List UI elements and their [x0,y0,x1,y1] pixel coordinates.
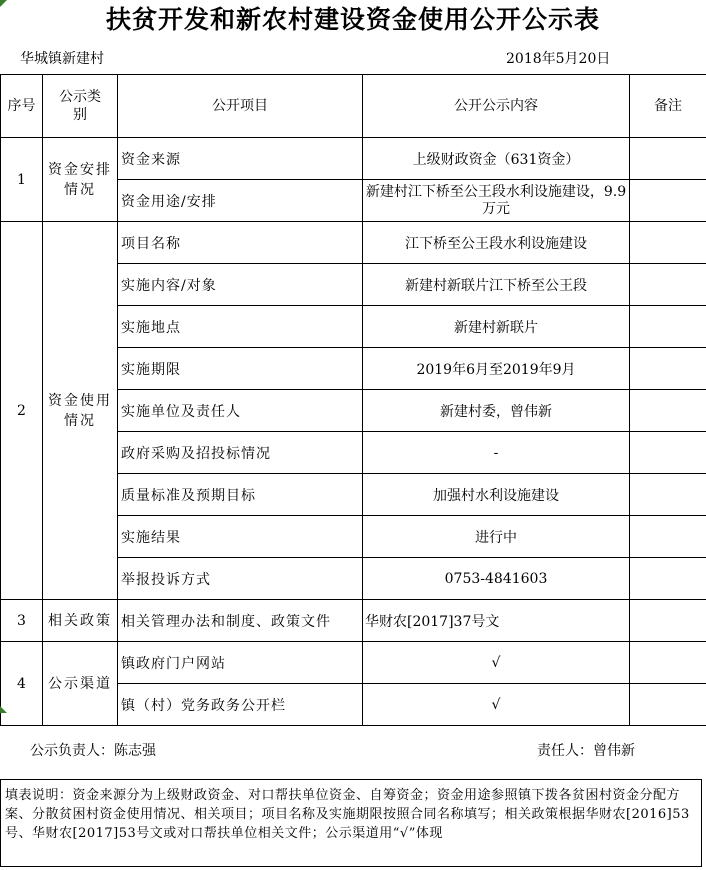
header-info [0,42,706,74]
signature-line [0,720,706,780]
content-cell: 2019年6月至2019年9月 [363,348,630,390]
category-cell: 资金使用情况 [43,222,118,600]
remark-cell [630,390,706,432]
category-cell: 相关政策 [43,600,118,642]
item-cell: 资金来源 [118,138,363,180]
disclosure-table [0,74,706,726]
corner-marker-bottom [0,706,7,713]
item-cell: 资金用途/安排 [118,180,363,222]
remark-cell [630,474,706,516]
item-cell: 实施结果 [118,516,363,558]
seq-cell: 3 [1,600,43,642]
publish-date: 2018年5月20日 [506,51,611,67]
item-cell: 项目名称 [118,222,363,264]
content-cell: 华财农[2017]37号文 [363,600,630,642]
seq-cell: 4 [1,642,43,726]
content-cell: 新建村新联片 [363,306,630,348]
item-cell: 实施单位及责任人 [118,390,363,432]
item-cell: 镇政府门户网站 [118,642,363,684]
seq-cell: 2 [1,222,43,600]
seq-cell: 1 [1,138,43,222]
header-content: 公开公示内容 [363,75,630,138]
content-cell: 0753-4841603 [363,558,630,600]
content-cell: 新建村委，曾伟新 [363,390,630,432]
page-title: 扶贫开发和新农村建设资金使用公开公示表 [105,5,600,34]
table-row [1,642,706,684]
header-seq: 序号 [1,75,43,138]
remark-cell [630,600,706,642]
item-cell: 实施地点 [118,306,363,348]
content-cell: 进行中 [363,516,630,558]
item-cell: 质量标准及预期目标 [118,474,363,516]
remark-cell [630,558,706,600]
item-cell: 举报投诉方式 [118,558,363,600]
header-item: 公开项目 [118,75,363,138]
item-cell: 相关管理办法和制度、政策文件 [118,600,363,642]
remark-cell [630,222,706,264]
responsible-person: 责任人：曾伟新 [537,743,635,759]
table-row [1,222,706,264]
content-cell: √ [363,684,630,726]
item-cell: 实施内容/对象 [118,264,363,306]
publicity-person: 公示负责人：陈志强 [30,743,156,759]
table-row [1,138,706,180]
table-row [1,600,706,642]
content-cell: 新建村江下桥至公王段水利设施建设，9.9万元 [363,180,630,222]
content-cell: 加强村水利设施建设 [363,474,630,516]
remark-cell [630,306,706,348]
header-remark: 备注 [630,75,706,138]
remark-cell [630,180,706,222]
content-cell: - [363,432,630,474]
remark-cell [630,264,706,306]
remark-cell [630,348,706,390]
content-cell: 上级财政资金（631资金） [363,138,630,180]
remark-cell [630,138,706,180]
fill-instructions: 填表说明：资金来源分为上级财政资金、对口帮扶单位资金、自筹资金；资金用途参照镇下拨各贫困村资金分配方案、分散贫困村资金使用情况、相关项目；项目名称及实施期限按照合同名称填写；相关政策根据华财农[2016]53号、华财农[2017]53号文或对口帮扶单位相关文件；公示渠道用“√”体现 [0,779,702,867]
content-cell: 新建村新联片江下桥至公王段 [363,264,630,306]
remark-cell [630,516,706,558]
category-cell: 公示渠道 [43,642,118,726]
item-cell: 实施期限 [118,348,363,390]
category-cell: 资金安排情况 [43,138,118,222]
item-cell: 政府采购及招投标情况 [118,432,363,474]
item-cell: 镇（村）党务政务公开栏 [118,684,363,726]
content-cell: 江下桥至公王段水利设施建设 [363,222,630,264]
content-cell: √ [363,642,630,684]
remark-cell [630,432,706,474]
remark-cell [630,642,706,684]
village-name: 华城镇新建村 [20,51,104,67]
table-header-row [1,75,706,138]
header-category: 公示类别 [43,75,118,138]
